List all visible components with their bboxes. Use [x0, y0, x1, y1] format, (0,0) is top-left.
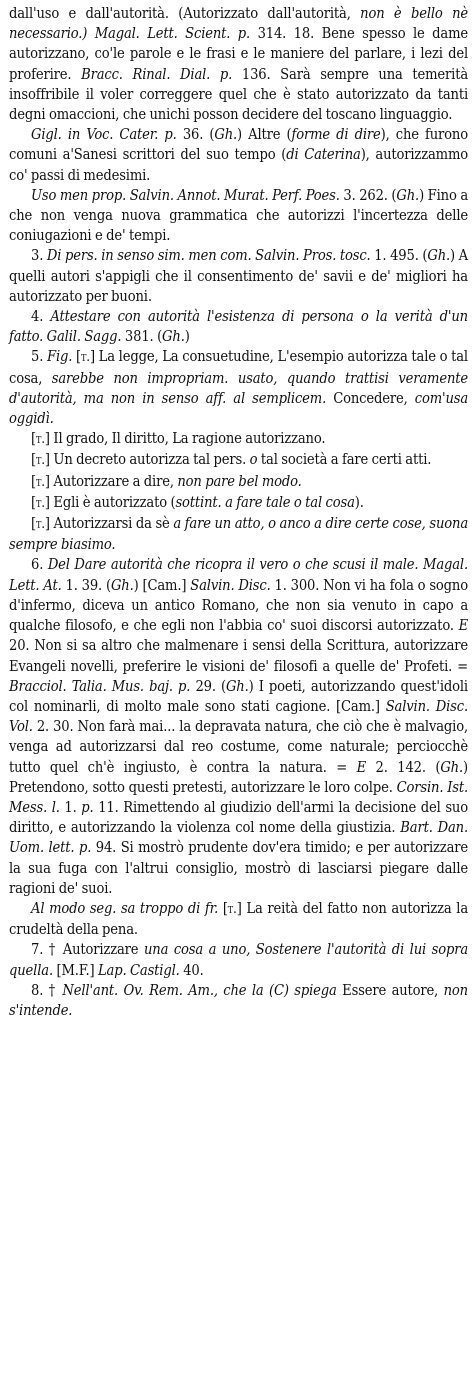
text-run: 40.	[179, 961, 204, 979]
text-run: [	[31, 472, 36, 490]
text-run: 314. 18. Bene spesso le dame autorizzano, co'le parole e le frasi e le maniere del parlare, i lezi del proferire.	[9, 25, 468, 83]
italic-run: com'usa oggidì.	[9, 389, 469, 428]
italic-run: Gh.	[214, 126, 238, 144]
text-run: 6.	[31, 556, 48, 574]
text-run: [	[218, 899, 228, 917]
text-run: [	[31, 430, 36, 448]
italic-run: Bart. Dan. Uom. lett. p.	[9, 819, 468, 857]
text-run: ).	[354, 493, 364, 511]
italic-run: Al modo seg. sa troppo di fr.	[31, 899, 219, 917]
entry-paragraph-6	[9, 555, 468, 898]
smallcaps-run: t.	[35, 495, 45, 511]
text-run: 1. 300. Non vi ha fola o sogno d'infermo, diceva un antico Romano, che non sia venuto in capo a qualche filosofo, e che egli non l'abbia co' suoi discorsi autorizzato.	[9, 576, 468, 635]
italic-run: p.	[81, 798, 94, 816]
text-run: ), autorizzammo co' passi di medesimi.	[9, 146, 468, 184]
italic-run: Gh.	[440, 758, 464, 776]
italic-run: di Caterina	[286, 146, 361, 164]
italic-run: Fig.	[46, 348, 73, 366]
text-run: [	[31, 515, 36, 533]
text-run: 136. Sarà sempre una temerità insoffribile il voler correggere quel che è stato autorizzato da tanti degni omaccioni, che unichi posson decidere del toscano linguaggio.	[9, 65, 469, 124]
italic-run: Uso men prop. Salvin. Annot. Murat. Perf. Poes.	[31, 186, 340, 204]
text-run: ) Fino a che non venga nuova grammatica che autorizzi l'incertezza delle coniugazioni e de' tempi.	[9, 186, 468, 245]
smallcaps-run: t.	[35, 432, 45, 448]
entry-paragraph-egli	[9, 493, 468, 514]
entry-paragraph-continuation	[9, 4, 468, 125]
text-run: 1. 39. (	[61, 576, 111, 594]
text-run: [	[31, 493, 36, 511]
text-run: 29. (	[190, 677, 226, 695]
text-run: ] Un decreto autorizza tal pers.	[44, 451, 250, 469]
text-run: 11. Rimettendo al giudizio dell'armi la decisione del suo diritto, e autorizzando la violenza col nome della giustizia.	[9, 798, 468, 837]
smallcaps-run: t.	[227, 901, 237, 917]
entry-paragraph-5	[9, 347, 468, 429]
text-run: 1.	[59, 798, 82, 816]
text-run: ) [Cam.]	[133, 576, 191, 594]
entry-paragraph-dire	[9, 472, 468, 493]
italic-run: Gh.	[396, 186, 420, 204]
text-run: ) Pretendono, sotto questi pretesti, autorizzare le loro colpe.	[9, 758, 468, 796]
smallcaps-run: t.	[35, 453, 45, 469]
text-run: ), che furono comuni a'Sanesi scrittori del suo tempo (	[9, 126, 468, 164]
entry-paragraph-3	[9, 246, 468, 307]
italic-run: Del Dare autorità che ricopra il vero o che scusi il male. Magal. Lett. At.	[9, 556, 468, 594]
text-run: 3. 262. (	[339, 186, 397, 204]
text-run: tal società a fare certi atti.	[257, 451, 432, 469]
italic-run: E	[356, 758, 367, 776]
text-run: ] Il grado, Il diritto, La ragione autorizzano.	[44, 430, 326, 448]
text-run: 381. (	[121, 328, 163, 346]
entry-paragraph-uso	[9, 186, 468, 247]
italic-run: Lap. Castigl.	[97, 961, 180, 979]
text-run: ] La legge, La consuetudine, L'esempio autorizza tale o tal cosa,	[9, 348, 468, 387]
italic-run: Gh.	[110, 576, 134, 594]
italic-run: Gh.	[427, 247, 451, 265]
text-run: 4.	[31, 308, 51, 326]
text-run: 2. 142. (	[366, 758, 441, 776]
italic-run: Di pers. in senso sim. men com. Salvin. Pros. tosc.	[46, 247, 371, 265]
italic-run: non pare bel modo.	[177, 472, 302, 490]
italic-run: sarebbe non impropriam. usato, quando trattisi veramente d'autorità, ma non in senso aff. al semplicem.	[9, 369, 468, 407]
text-run: 5.	[31, 348, 47, 366]
entry-paragraph-modo	[9, 899, 468, 940]
italic-run: a fare un atto, o anco a dire certe cose, suona sempre biasimo.	[9, 515, 468, 554]
text-run: Essere autore,	[336, 981, 444, 999]
smallcaps-run: t.	[35, 474, 45, 490]
text-run: ) A quelli autori s'appigli che il consentimento de' savii e de' migliori ha autorizzato per buoni.	[9, 247, 468, 305]
entry-paragraph-4	[9, 307, 468, 347]
entry-paragraph-gigl	[9, 125, 468, 186]
italic-run: E	[458, 617, 468, 635]
entry-paragraph-7	[9, 940, 468, 980]
text-run: 94. Si mostrò prudente dov'era timido; e per autorizzare la sua fuga con l'altrui consiglio, mostrò di lasciarsi piegare dalle ragioni de' suoi.	[9, 839, 468, 897]
text-run: [	[31, 451, 36, 469]
text-run: 36. (	[176, 126, 215, 144]
text-run: Concedere,	[326, 389, 415, 407]
italic-run: Salvin. Disc. Vol.	[9, 697, 468, 736]
text-run: 2. 30. Non farà mai... la depravata natura, che ciò che è malvagio, venga ad autorizzarsi dal reo costume, come naturale; perciocchè tutto quel ch'è ingiusto, è contra la natura. =	[9, 718, 468, 776]
italic-run: Salvin. Disc.	[190, 576, 271, 594]
italic-run: Gigl. in Voc. Cater. p.	[31, 126, 177, 144]
text-run: [	[72, 348, 81, 366]
text-run: 1. 495. (	[370, 247, 428, 265]
italic-run: Gh.	[162, 328, 185, 346]
text-run: 3.	[31, 247, 47, 265]
text-run: dall'uso e dall'autorità. (Autorizzato dall'autorità,	[9, 5, 361, 22]
text-run: ] Autorizzarsi da sè	[44, 515, 174, 533]
text-run: ] Autorizzare a dire,	[44, 472, 178, 490]
italic-run: Gh.	[225, 677, 249, 695]
italic-run: Bracciol. Talia. Mus. baj. p.	[9, 677, 191, 695]
smallcaps-run: t.	[35, 517, 45, 533]
text-run: 8. †	[31, 981, 63, 999]
italic-run: forme di dire	[291, 126, 381, 144]
text-run: ) I poeti, autorizzando quest'idoli col nominarli, di molto male sono stati cagione. [Cam.]	[9, 677, 468, 715]
italic-run: Nell'ant. Ov. Rem. Am., che la (C) spiega	[62, 981, 337, 999]
italic-run: sottint. a fare tale o tal cosa	[175, 493, 355, 511]
italic-run: Attestare con autorità l'esistenza di persona o la verità d'un fatto. Galil. Sagg.	[9, 308, 468, 346]
entry-paragraph-8	[9, 981, 468, 1021]
italic-run: o	[249, 451, 258, 469]
entry-paragraph-grado	[9, 429, 468, 450]
italic-run: Corsin. Ist. Mess. l.	[9, 778, 468, 816]
text-run: ) Altre (	[237, 126, 292, 144]
entry-paragraph-decreto	[9, 450, 468, 471]
italic-run: non è bello nè necessario.) Magal. Lett. Scient. p.	[9, 5, 468, 43]
smallcaps-run: t.	[81, 350, 90, 366]
text-run: 7. † Autorizzare	[31, 941, 144, 959]
entry-paragraph-autorizzarsi	[9, 514, 468, 555]
text-run: )	[184, 328, 190, 346]
italic-run: non s'intende.	[9, 981, 468, 1019]
text-run: 20. Non si sa altro che malmenare i sensi della Scrittura, autorizzare Evangeli novelli, preferire le visioni de' filosofi a quelle de' Profeti. =	[9, 637, 468, 675]
italic-run: una cosa a uno, Sostenere l'autorità di lui sopra quella.	[9, 941, 468, 979]
text-run: ] Egli è autorizzato (	[44, 493, 176, 511]
text-run: ] La reità del fatto non autorizza la crudeltà della pena.	[9, 899, 469, 939]
text-run: [M.F.]	[52, 961, 98, 979]
italic-run: Bracc. Rinal. Dial. p.	[81, 65, 233, 83]
